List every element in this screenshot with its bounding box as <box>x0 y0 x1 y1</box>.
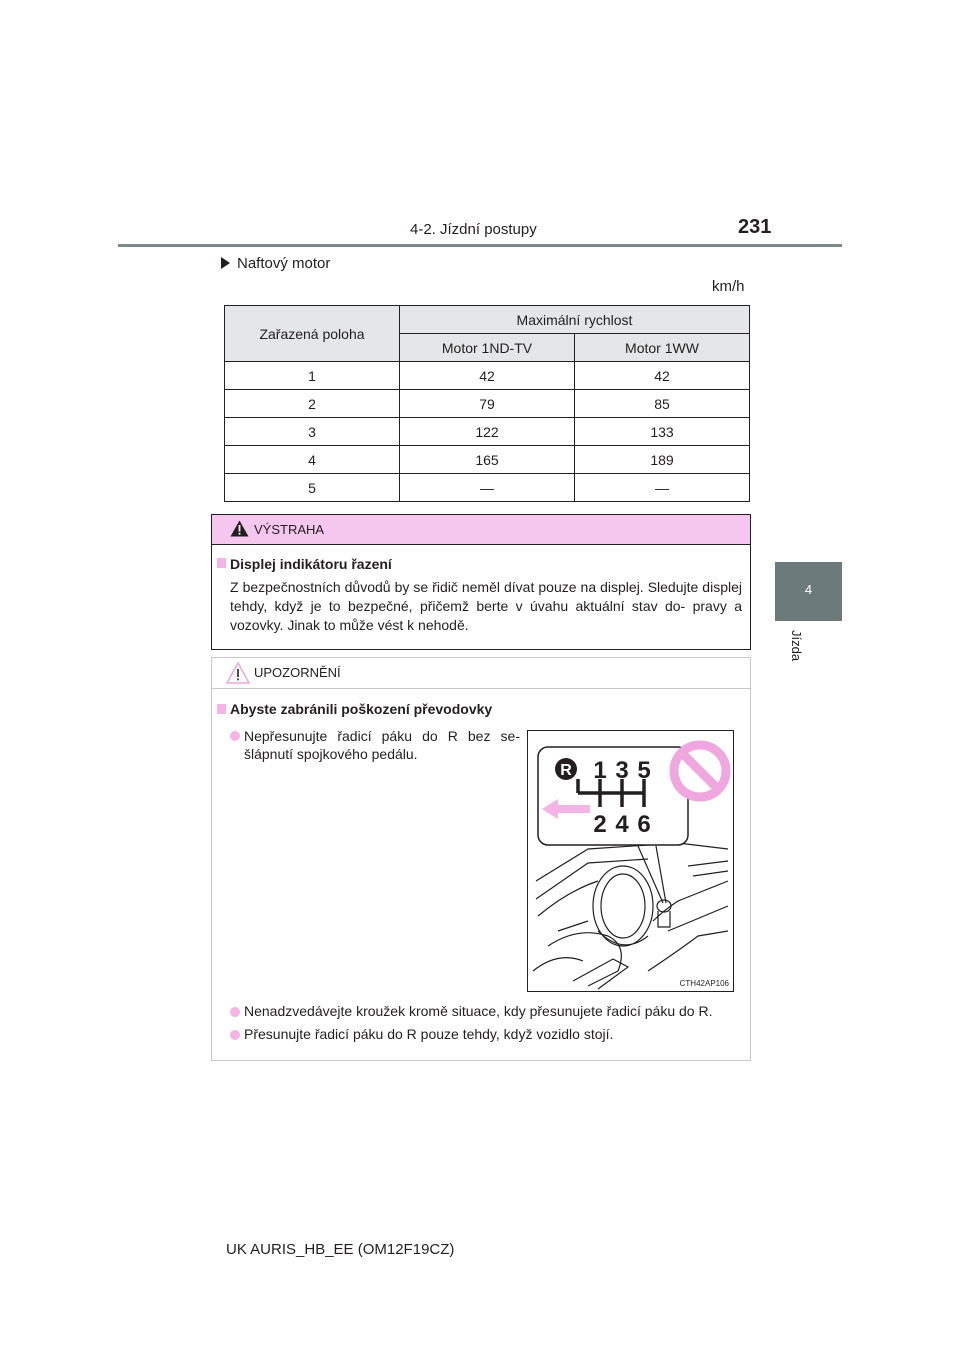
warning-box <box>211 514 751 650</box>
round-bullet-icon <box>230 1030 240 1040</box>
table-header-row <box>225 306 750 334</box>
gear-shift-drawing <box>528 731 733 991</box>
gear-number: 5 <box>637 757 651 784</box>
table-cell: 85 <box>575 390 750 418</box>
table-cell: 122 <box>400 418 575 446</box>
max-speed-table <box>224 305 750 502</box>
gear-number: 3 <box>615 757 629 784</box>
header-rule <box>118 244 842 247</box>
header-engine-2: Motor 1WW <box>575 334 750 362</box>
table-row <box>225 418 750 446</box>
header-max-speed: Maximální rychlost <box>400 306 750 334</box>
table-cell: 3 <box>225 418 400 446</box>
table-row <box>225 362 750 390</box>
notice-subtitle: Abyste zabránili poškození převodovky <box>230 701 493 717</box>
caution-triangle-icon <box>226 662 250 684</box>
list-item: Nenadzvedávejte kroužek kromě situace, kdy přesunujete řadicí páku do R. <box>244 1003 713 1019</box>
table-cell: — <box>575 474 750 502</box>
chapter-tab <box>775 562 842 621</box>
gear-number: 2 <box>593 811 607 838</box>
gear-number: 4 <box>615 811 629 838</box>
header-gear-position: Zařazená poloha <box>225 306 400 362</box>
warning-subtitle: Displej indikátoru řazení <box>230 556 392 572</box>
table-cell: 42 <box>575 362 750 390</box>
table-cell: 2 <box>225 390 400 418</box>
header-engine-1: Motor 1ND-TV <box>400 334 575 362</box>
reverse-label: R <box>560 762 572 779</box>
table-cell: 165 <box>400 446 575 474</box>
triangle-bullet-icon <box>221 257 230 269</box>
table-cell: 1 <box>225 362 400 390</box>
table-cell: 42 <box>400 362 575 390</box>
warning-triangle-icon <box>230 520 249 537</box>
section-title: 4-2. Jízdní postupy <box>410 221 537 238</box>
chapter-number: 4 <box>804 582 813 597</box>
table-cell: 5 <box>225 474 400 502</box>
gear-shift-illustration <box>527 730 734 992</box>
list-item: Přesunujte řadicí páku do R pouze tehdy, když vozidlo stojí. <box>244 1026 614 1042</box>
table-cell: 189 <box>575 446 750 474</box>
gear-number: 6 <box>637 811 651 838</box>
table-cell: — <box>400 474 575 502</box>
warning-title: VÝSTRAHA <box>254 522 325 537</box>
warning-header <box>212 515 750 545</box>
list-item: Nepřesunujte řadicí páku do R bez se- šlápnutí spojkového pedálu. <box>244 728 520 762</box>
table-row <box>225 390 750 418</box>
table-cell: 133 <box>575 418 750 446</box>
notice-box <box>211 657 751 1061</box>
table-cell: 79 <box>400 390 575 418</box>
table-row <box>225 474 750 502</box>
square-bullet-icon <box>217 558 226 568</box>
gear-number: 1 <box>593 757 607 784</box>
chapter-label-container <box>788 620 808 670</box>
table-row <box>225 446 750 474</box>
chapter-label: Jízda <box>789 630 804 662</box>
notice-header <box>212 658 750 689</box>
page-number: 231 <box>738 216 772 238</box>
notice-title: UPOZORNĚNÍ <box>254 665 341 680</box>
footer-model-code: UK AURIS_HB_EE (OM12F19CZ) <box>226 1241 455 1258</box>
illustration-code: CTH42AP106 <box>679 979 729 988</box>
table-cell: 4 <box>225 446 400 474</box>
subheading: Naftový motor <box>237 255 331 272</box>
unit-label: km/h <box>712 278 745 295</box>
round-bullet-icon <box>230 731 240 741</box>
square-bullet-icon <box>217 704 226 714</box>
prohibition-icon <box>674 745 726 797</box>
round-bullet-icon <box>230 1007 240 1017</box>
warning-body: Z bezpečnostních důvodů by se řidič neměl dívat pouze na displej. Sledujte displej tehdy, když je to bezpečné, přičemž berte v úvahu aktuální stav do- pravy a vozovky. Jinak to může vést k nehodě. <box>230 579 742 633</box>
